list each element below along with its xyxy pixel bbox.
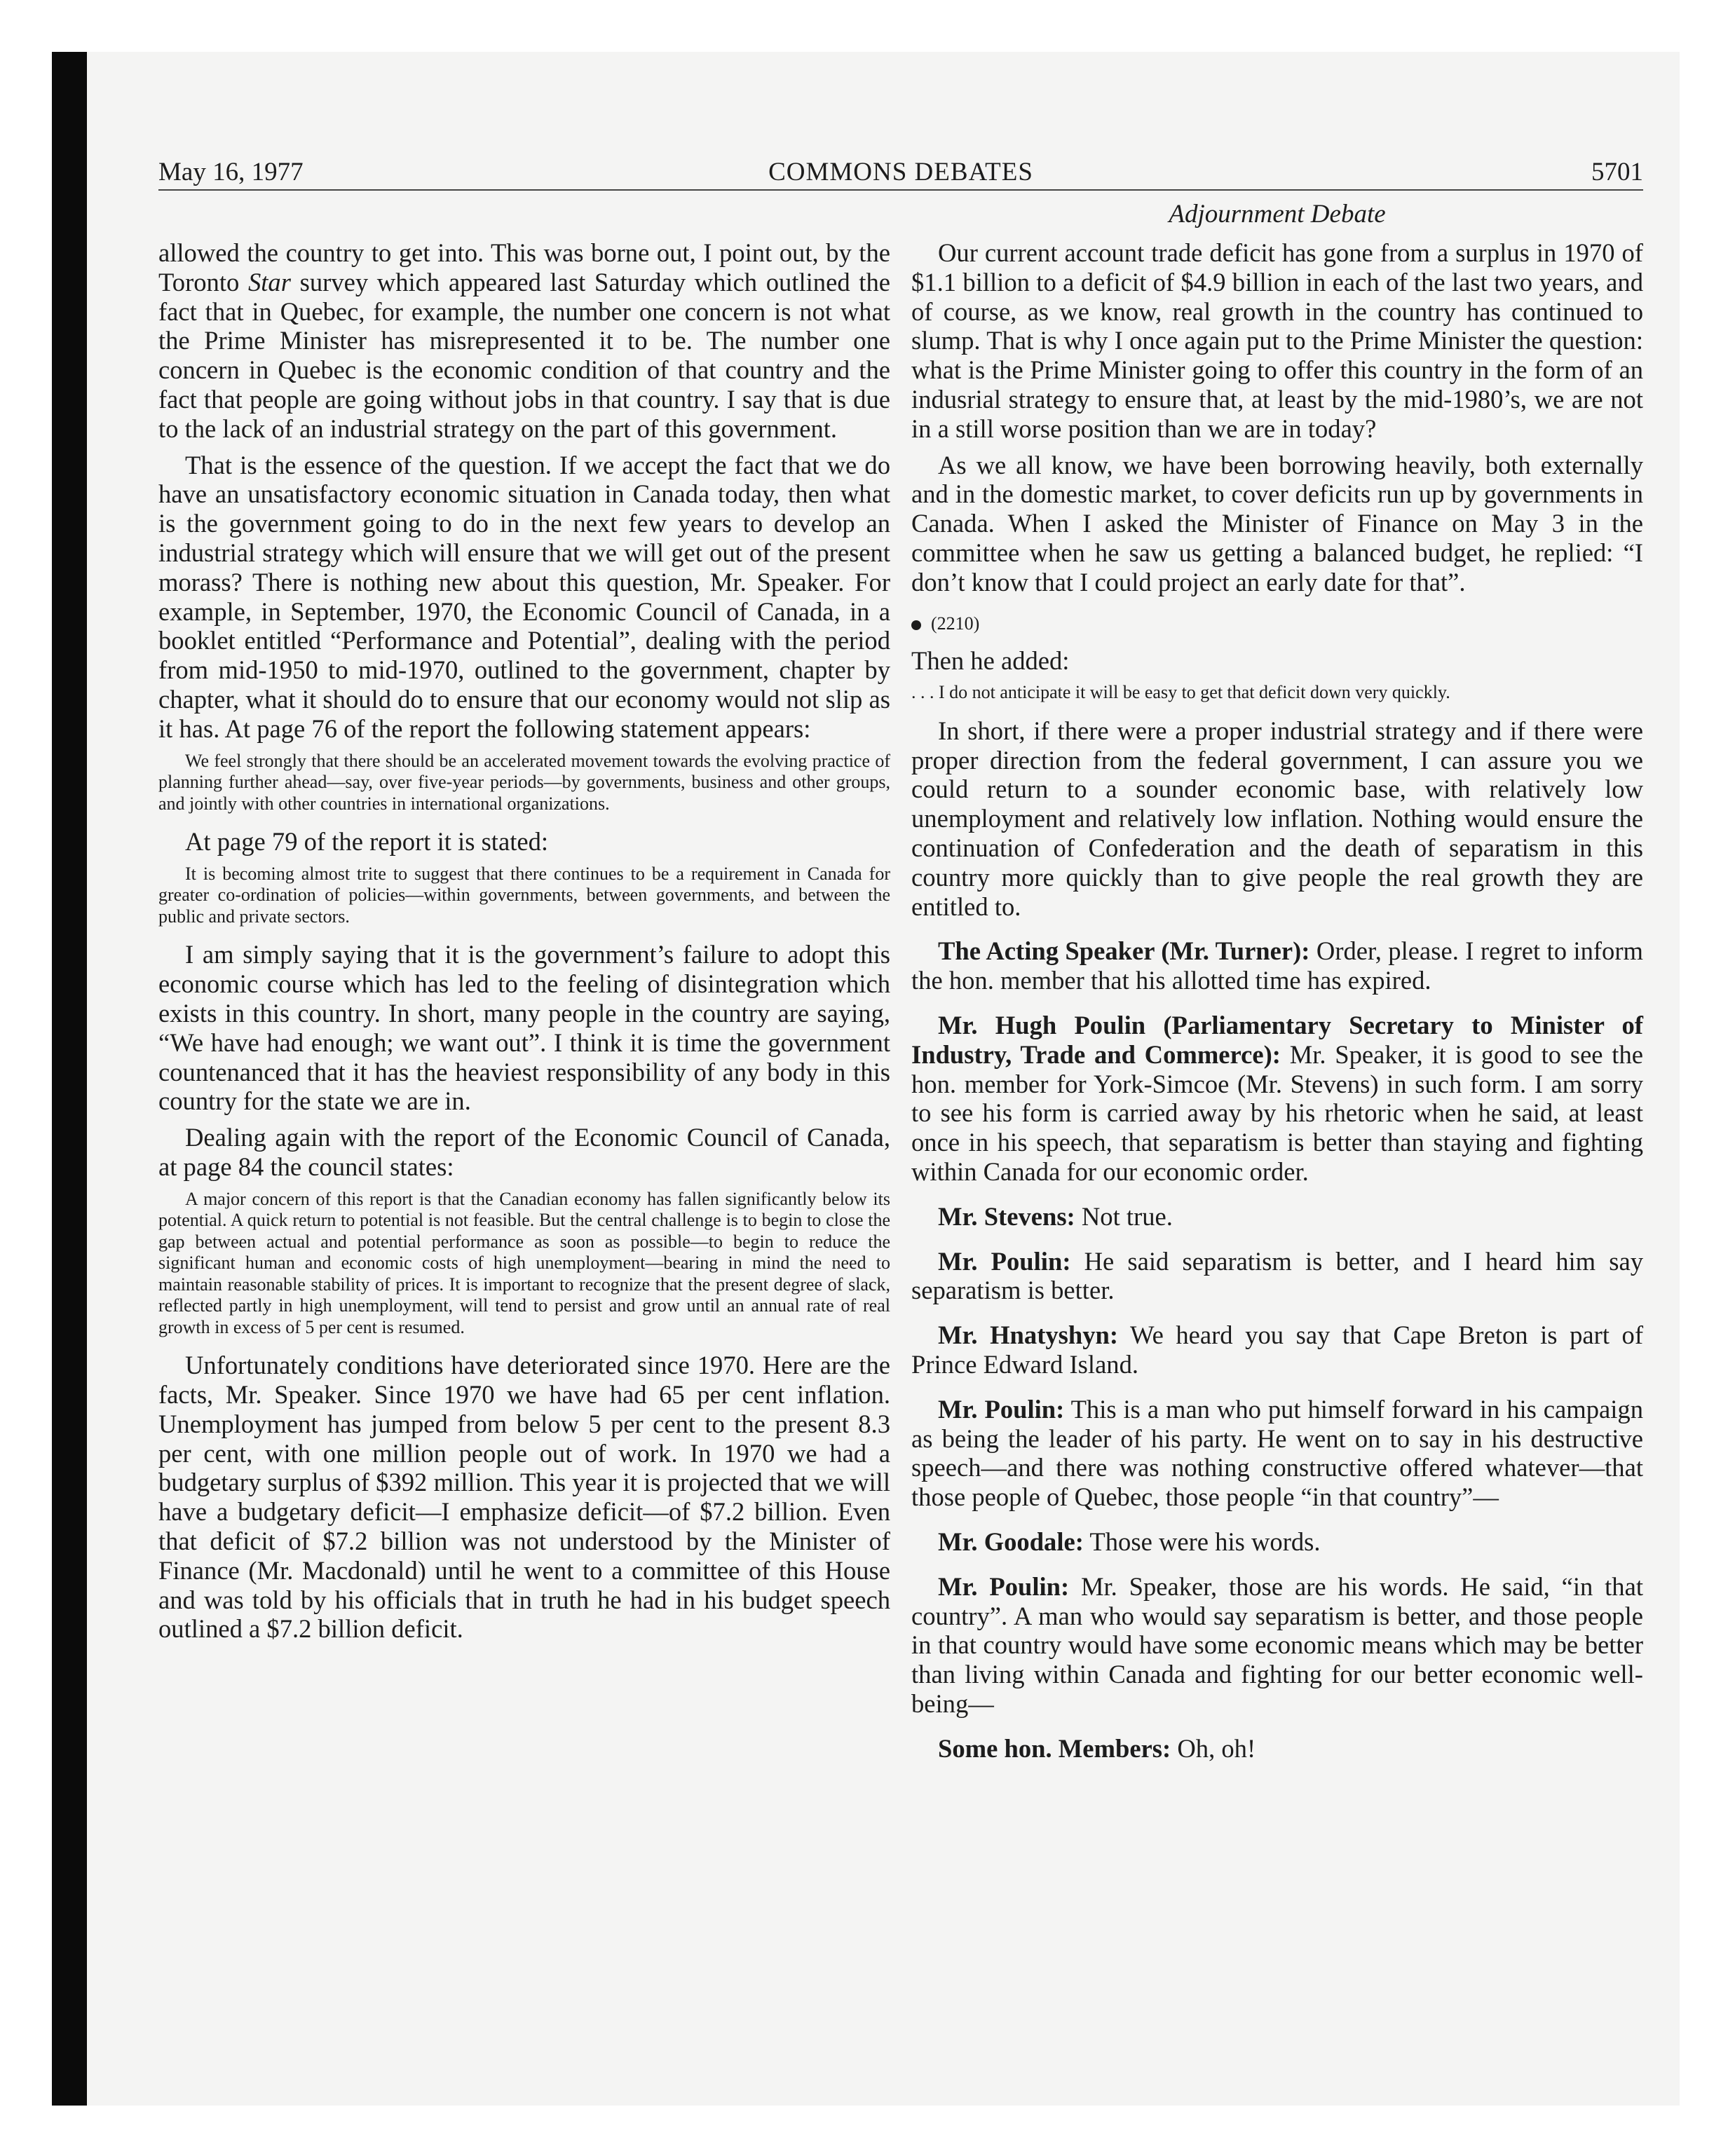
running-head: Adjournment Debate [1169,200,1386,228]
speech-entry [911,1011,1643,1187]
speaker-name: Some hon. Members: [938,1733,1171,1763]
paragraph: Then he added: [911,646,1070,675]
header-date: May 16, 1977 [158,158,304,186]
block-quote: A major concern of this report is that the Canadian economy has fallen significantly below its potential. A quick return to potential is not feasible. But the central challenge is to begin to close the gap between actual and potential performance as soon as possible—to begin to reduce the significant human and economic costs of high unemployment—bearing in mind the need to maintain reasonable stability of prices. It is important to recognize that the present degree of slack, reflected partly in high unemployment, will tend to persist and grow until an annual rate of real growth in excess of 5 per cent is resumed. [158,1188,890,1337]
page-content [158,156,1643,2076]
paragraph: Unfortunately conditions have deteriorated since 1970. Here are the facts, Mr. Speaker. Since 1970 we have had 65 per cent inflation. Unemployment has jumped from below 5 per cent to the present 8.3 per cent, with one million people out of work. In 1970 we had a budgetary surplus of $392 million. This year it is projected that we will have a budgetary deficit—I emphasize deficit—of $7.2 billion. Even that deficit of $7.2 billion was not understood by the Minister of Finance (Mr. Macdonald) until he went to a committee of this House and was told by his officials that in truth he had in his budget speech outlined a $7.2 billion deficit. [158,1351,890,1644]
newspaper-name: Star [247,267,291,296]
binding-edge [52,52,87,2106]
header-page-number: 5701 [1591,158,1643,186]
paragraph: In short, if there were a proper industrial strategy and if there were proper direction from the federal government, I can assure you we could return to a sounder economic base, with relatively low unemployment and relatively low inflation. Nothing would ensure the continuation of Confederation and the death of separatism in this country more quickly than to give people the real growth they are entitled to. [911,716,1643,921]
speech-entry [911,1395,1643,1512]
paragraph: As we all know, we have been borrowing heavily, both externally and in the domestic market, to cover deficits run up by governments in Canada. When I asked the Minister of Finance on May 3 in the committee when he saw us getting a balanced budget, he replied: “I don’t know that I could project an early date for that”. [911,450,1643,596]
speech-text: Order, please. I regret to inform the hon. member that his allotted time has expired. [911,936,1643,995]
speech-text: Those were his words. [1089,1527,1321,1556]
scanned-page [52,52,1680,2106]
page-header [158,156,1643,191]
paragraph-text: survey which appeared last Saturday which outlined the fact that in Quebec, for example, the number one concern is not what the Prime Minister has misrepresented it to be. The number one concern in Quebec is the economic condition of that country and the fact that people are going without jobs in that country. I say that is due to the lack of an industrial strategy on the part of this government. [158,267,890,443]
left-column [158,238,890,1651]
block-quote: We feel strongly that there should be an accelerated movement towards the evolving practice of planning further ahead—say, over five-year periods—by governments, business and other groups, and jointly with other countries in international organizations. [158,750,890,814]
paragraph-text: allowed the country to get into. This was borne out, I point out, by the Toronto [158,238,890,296]
speech-entry [911,1202,1643,1231]
speaker-name: Mr. Poulin: [938,1246,1071,1276]
speech-text: He said separatism is better, and I heard him say separatism is better. [911,1246,1643,1305]
paragraph: At page 79 of the report it is stated: [185,827,549,857]
speech-text: We heard you say that Cape Breton is part of Prince Edward Island. [911,1321,1644,1379]
right-column [911,238,1643,1770]
header-title: COMMONS DEBATES [768,158,1033,186]
speech-entry [911,1572,1643,1719]
speech-text: This is a man who put himself forward in his campaign as being the leader of his party. He went on to say in his destructive speech—and there was nothing constructive offered whatever—that those people of Quebec, those people “in that country”— [911,1394,1643,1512]
speech-text: Mr. Speaker, it is good to see the hon. member for York-Simcoe (Mr. Stevens) in such form. I am sorry to see his form is carried away by his rhetoric when he said, at least once in his speech, that separatism is better than staying and fighting within Canada for our economic order. [911,1039,1643,1187]
speech-entry [911,1527,1643,1557]
speech-text: Mr. Speaker, those are his words. He said, “in that country”. A man who would say separatism is better, and those people in that country would have some economic means which may be better than living within Canada and fighting for our better economic well-being— [911,1571,1643,1718]
bullet-icon [911,620,921,630]
speaker-name: Mr. Hugh Poulin (Parliamentary Secretary to Minister of Industry, Trade and Commerce): [911,1011,1643,1069]
block-quote: . . . I do not anticipate it will be easy to get that deficit down very quickly. [911,682,1450,703]
speaker-name: Mr. Stevens: [938,1201,1075,1231]
speech-text: Oh, oh! [1177,1733,1256,1763]
paragraph: Dealing again with the report of the Economic Council of Canada, at page 84 the council states: [158,1123,890,1181]
speaker-name: Mr. Poulin: [938,1394,1065,1424]
speech-text: Not true. [1081,1201,1173,1231]
time-marker [911,610,1643,638]
speech-entry [911,1734,1643,1763]
speaker-name: Mr. Goodale: [938,1527,1084,1556]
time-marker-text: (2210) [931,613,980,634]
speaker-name: The Acting Speaker (Mr. Turner): [938,936,1310,966]
paragraph [158,238,890,444]
speech-entry [911,1247,1643,1306]
speaker-name: Mr. Hnatyshyn: [938,1321,1119,1350]
paragraph: I am simply saying that it is the government’s failure to adopt this economic course which has led to the feeling of disintegration which exists in this country. In short, many people in the country are saying, “We have had enough; we want out”. I think it is time the government countenanced that it has the heaviest responsibility of any body in this country for the state we are in. [158,940,890,1116]
speech-entry [911,936,1643,995]
paragraph: Our current account trade deficit has gone from a surplus in 1970 of $1.1 billion to a deficit of $4.9 billion in each of the last two years, and of course, as we know, real growth in the country has continued to slump. That is why I once again put to the Prime Minister the question: what is the Prime Minister going to offer this country in the form of an indusrial strategy to ensure that, at least by the mid-1980’s, we are not in a still worse position than we are in today? [911,238,1643,443]
speech-entry [911,1321,1643,1379]
paragraph: That is the essence of the question. If we accept the fact that we do have an unsatisfactory economic situation in Canada today, then what is the government going to do in the next few years to develop an industrial strategy which will ensure that we will get out of the present morass? There is nothing new about this question, Mr. Speaker. For example, in September, 1970, the Economic Council of Canada, in a booklet entitled “Performance and Potential”, dealing with the period from mid-1950 to mid-1970, outlined to the government, chapter by chapter, what it should do to ensure that our economy would not slip as it has. At page 76 of the report the following statement appears: [158,450,890,743]
block-quote: It is becoming almost trite to suggest that there continues to be a requirement in Canada for greater co-ordination of policies—within governments, between governments, and between the public and private sectors. [158,863,890,927]
speaker-name: Mr. Poulin: [938,1571,1070,1601]
